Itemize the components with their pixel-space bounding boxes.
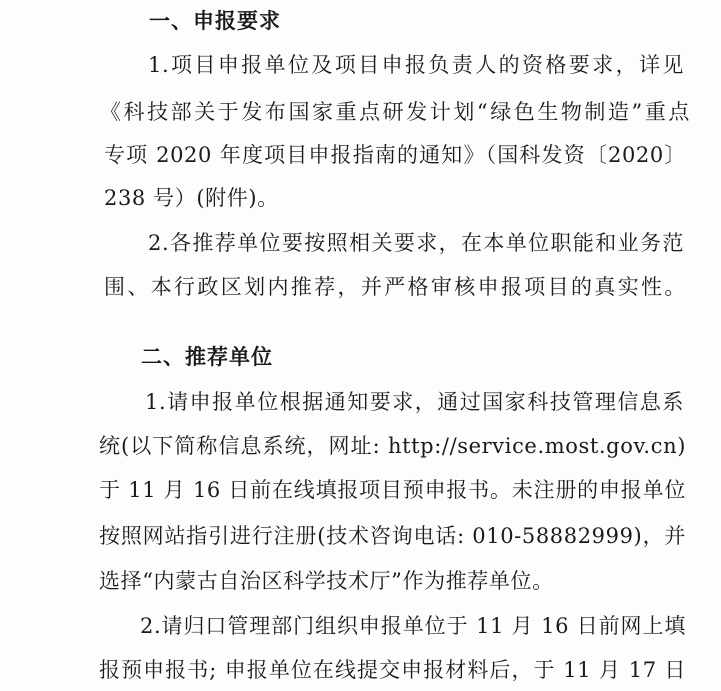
- paragraph-line: 统(以下简称信息系统，网址: http://service.most.gov.cn): [99, 434, 686, 458]
- paragraph-line: 《科技部关于发布国家重点研发计划“绿色生物制造”重点: [100, 100, 690, 124]
- paragraph-line: 于 11 月 16 日前在线填报项目预申报书。未注册的申报单位: [99, 478, 686, 502]
- paragraph-line: 专项 2020 年度项目申报指南的通知》（国科发资〔2020〕: [104, 143, 686, 167]
- paragraph-line: 围、本行政区划内推荐，并严格审核申报项目的真实性。: [104, 275, 686, 299]
- paragraph-line: 2.各推荐单位要按照相关要求，在本单位职能和业务范: [148, 231, 684, 255]
- paragraph-line: 报预申报书; 申报单位在线提交申报材料后，于 11 月 17 日: [99, 658, 686, 682]
- section-heading-requirements: 一、申报要求: [149, 9, 281, 33]
- section-heading-recommending-units: 二、推荐单位: [141, 345, 273, 369]
- paragraph-line: 238 号）(附件)。: [104, 186, 279, 210]
- paragraph-line: 按照网站指引进行注册(技术咨询电话: 010-58882999)，并: [99, 524, 686, 548]
- paragraph-line: 2.请归口管理部门组织申报单位于 11 月 16 日前网上填: [140, 614, 686, 638]
- paragraph-line: 1.项目申报单位及项目申报负责人的资格要求，详见: [148, 53, 684, 77]
- paragraph-line: 选择“内蒙古自治区科学技术厅”作为推荐单位。: [99, 569, 554, 593]
- paragraph-line: 1.请申报单位根据通知要求，通过国家科技管理信息系: [145, 390, 684, 414]
